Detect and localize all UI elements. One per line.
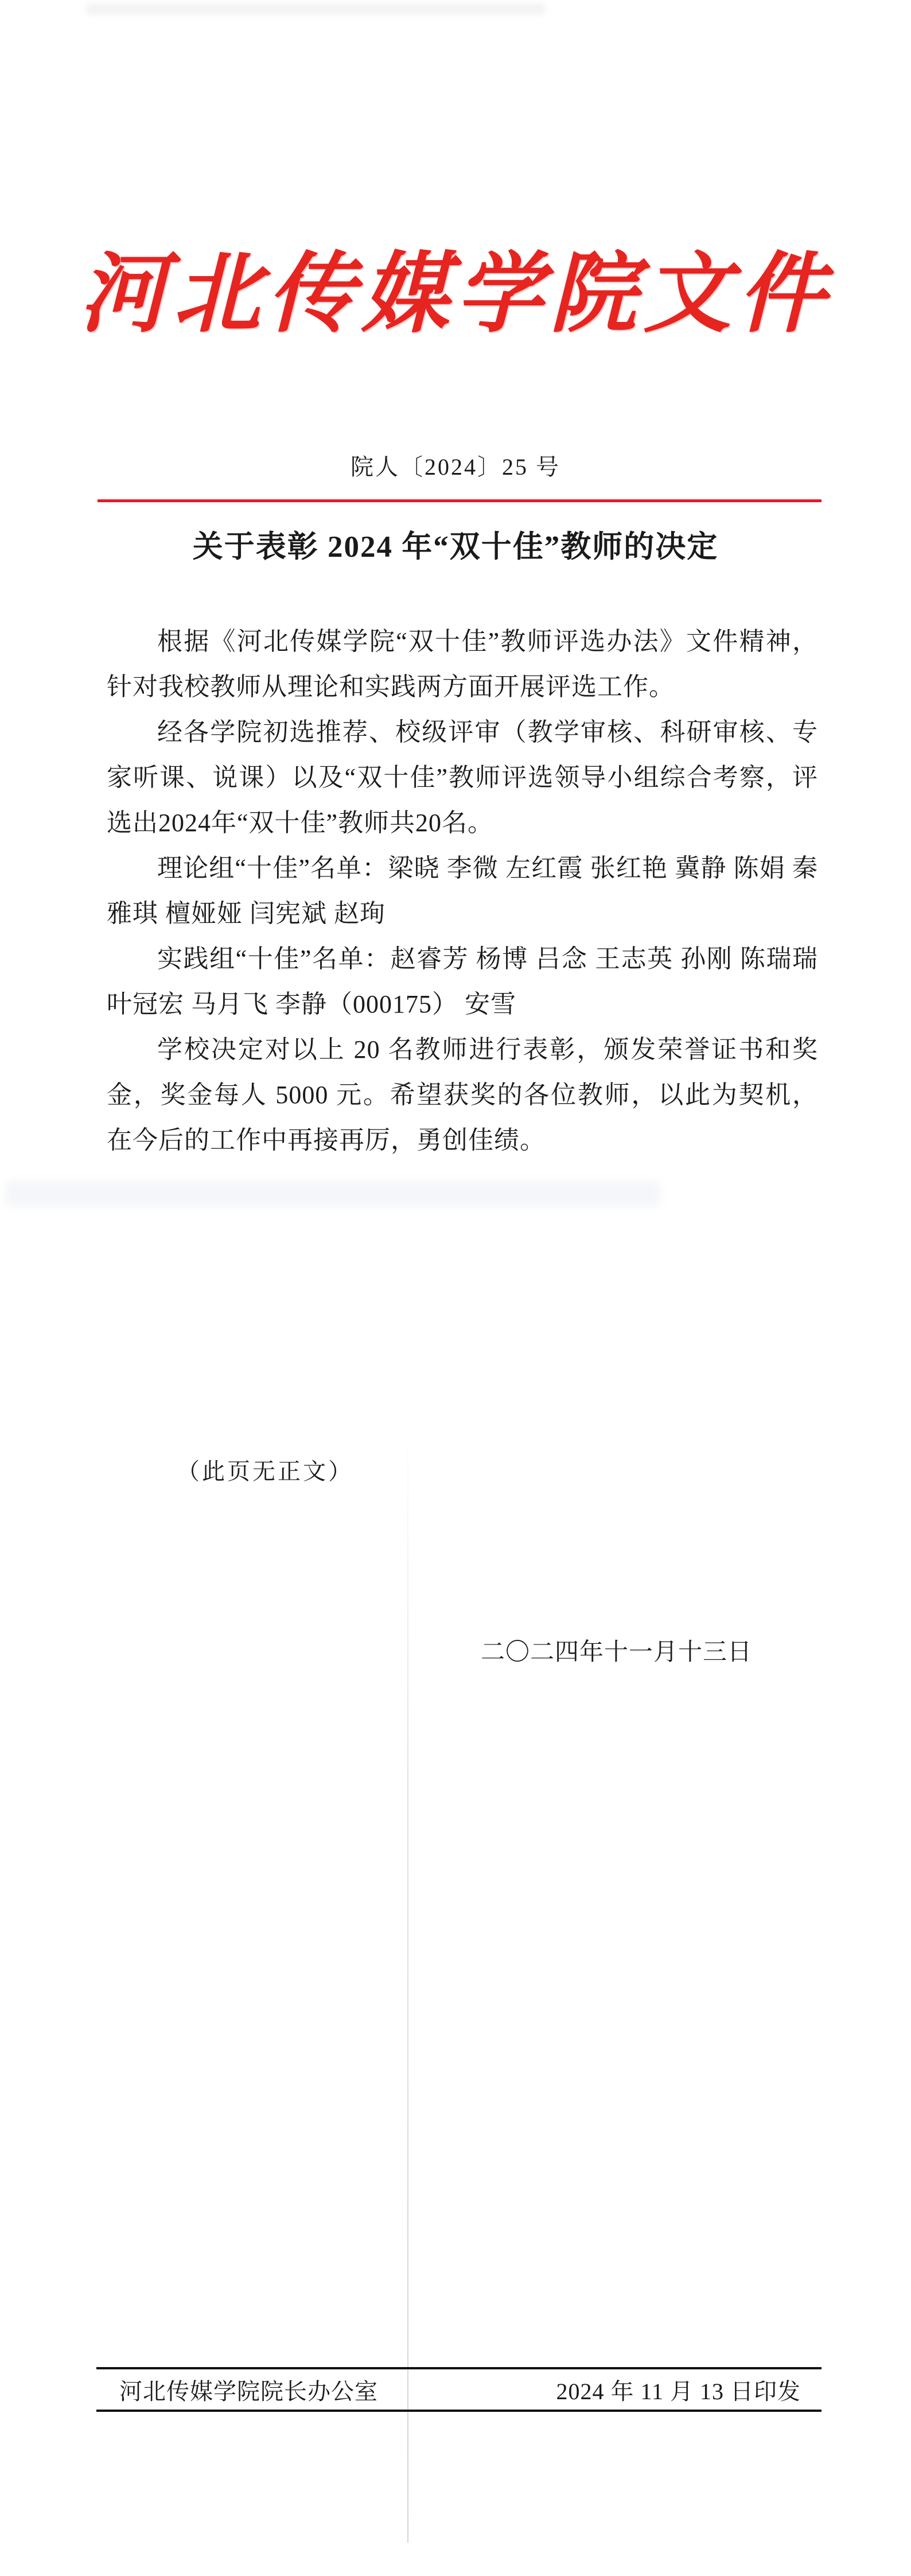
paragraph-basis: 根据《河北传媒学院“双十佳”教师评选办法》文件精神，针对我校教师从理论和实践两方面开展评选工作。 [107,627,818,701]
document-number: 院人〔2024〕25 号 [351,454,560,480]
document-body [107,619,818,1163]
paragraph-theory-group-list: 理论组“十佳”名单：梁晓 李微 左红霞 张红艳 冀静 陈娟 秦雅琪 檀娅娅 闫宪斌 赵珣 [107,854,818,928]
paragraph-practice-group-list: 实践组“十佳”名单：赵睿芳 杨博 吕念 王志英 孙刚 陈瑞瑞 叶冠宏 马月飞 李静（000175） 安雪 [107,945,818,1018]
scan-ghost-artifact [86,3,545,15]
footer-issuing-office: 河北传媒学院院长办公室 [119,2378,378,2404]
print-footer [96,2367,822,2412]
red-separator-rule [98,499,822,502]
issue-date: 二〇二四年十一月十三日 [481,1639,753,1666]
scan-smudge-artifact [6,1181,660,1206]
letterhead-banner-title: 河北传媒学院文件 [79,246,832,343]
footer-print-date: 2024 年 11 月 13 日印发 [556,2378,801,2404]
paragraph-award-decision: 学校决定对以上 20 名教师进行表彰，颁发荣誉证书和奖金，奖金每人 5000 元。希望获奖的各位教师，以此为契机，在今后的工作中再接再厉，勇创佳绩。 [107,1035,818,1154]
document-title: 关于表彰 2024 年“双十佳”教师的决定 [192,530,719,564]
paragraph-selection-process: 经各学院初选推荐、校级评审（教学审核、科研审核、专家听课、说课）以及“双十佳”教师评选领导小组综合考察，评选出2024年“双十佳”教师共20名。 [107,718,818,837]
no-body-text-note: （此页无正文） [177,1458,353,1484]
